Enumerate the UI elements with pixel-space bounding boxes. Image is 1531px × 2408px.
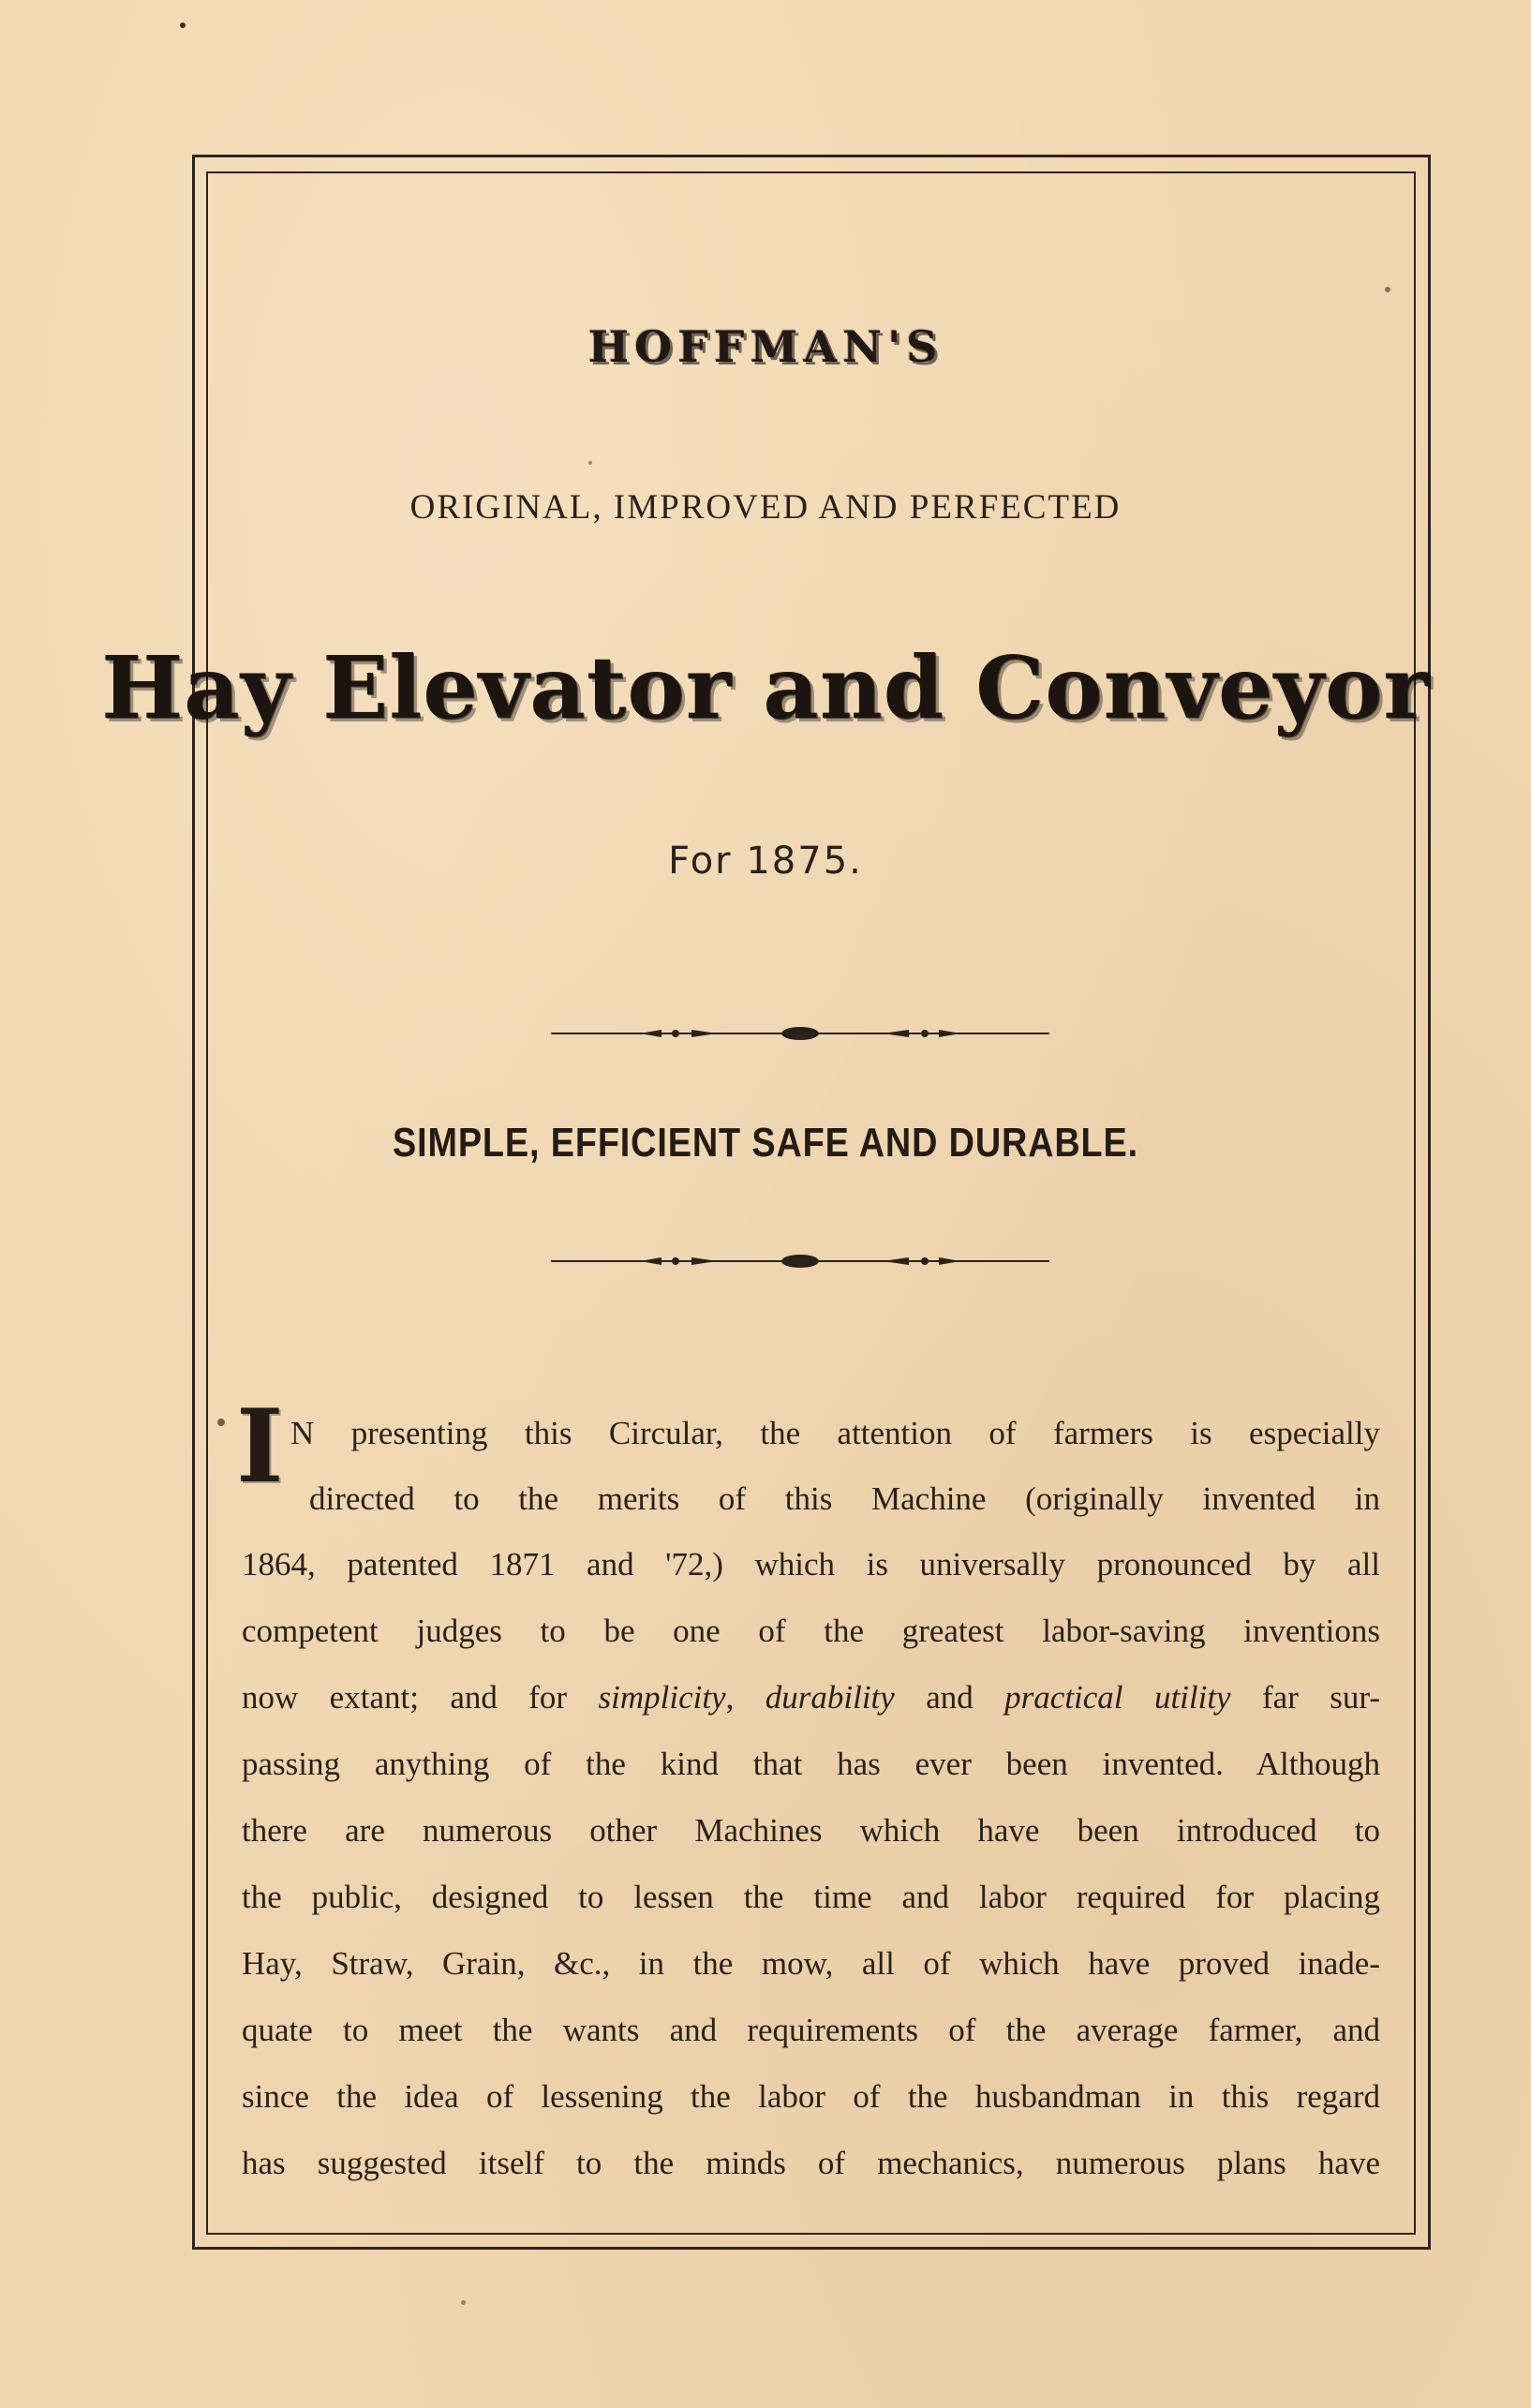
- paper-speck: [180, 22, 186, 28]
- body-line-5-a: now extant; and for: [242, 1679, 599, 1716]
- body-line-2: directed to the merits of this Machine (originally invented in: [309, 1480, 1380, 1517]
- body-line-10: quate to meet the wants and requirements of the average farmer, and: [242, 2012, 1380, 2048]
- page-border-inner: [206, 171, 1416, 2235]
- body-line-9: Hay, Straw, Grain, &c., in the mow, all of which have proved inade-: [242, 1945, 1380, 1982]
- year-line: For 1875.: [668, 840, 863, 883]
- body-line-5-d: far sur-: [1230, 1679, 1380, 1716]
- body-line-8: the public, designed to lessen the time and labor required for placing: [242, 1879, 1380, 1915]
- paper-speck: [461, 2300, 466, 2305]
- subtitle: ORIGINAL, IMPROVED AND PERFECTED: [409, 488, 1122, 527]
- body-line-1: N presenting this Circular, the attention of farmers is especially: [290, 1415, 1380, 1451]
- slogan: SIMPLE, EFFICIENT SAFE AND DURABLE.: [392, 1120, 1139, 1166]
- emphasis-practical-utility: practical utility: [1004, 1679, 1231, 1716]
- body-line-5-c: and: [894, 1679, 1005, 1716]
- body-line-12: has suggested itself to the minds of mechanics, numerous plans have: [242, 2145, 1380, 2181]
- body-line-11: since the idea of lessening the labor of the husbandman in this regard: [242, 2078, 1380, 2115]
- body-line-6: passing anything of the kind that has ever been invented. Although: [242, 1746, 1380, 1782]
- ornamental-rule-top: [551, 1020, 1049, 1047]
- product-title: Hay Elevator and Conveyor: [101, 637, 1430, 738]
- emphasis-durability: durability: [765, 1679, 895, 1716]
- body-line-5-b: ,: [725, 1679, 766, 1716]
- body-line-4: competent judges to be one of the greatest labor-saving inventions: [242, 1613, 1380, 1649]
- body-line-3: 1864, patented 1871 and '72,) which is universally pronounced by all: [242, 1546, 1380, 1583]
- drop-cap: I: [236, 1388, 284, 1506]
- emphasis-simplicity: simplicity: [598, 1679, 726, 1716]
- body-line-5: [242, 1679, 1380, 1717]
- ornamental-rule-bottom: [551, 1248, 1049, 1274]
- body-line-7: there are numerous other Machines which have been introduced to: [242, 1812, 1380, 1849]
- brand-title: HOFFMAN'S: [587, 321, 944, 372]
